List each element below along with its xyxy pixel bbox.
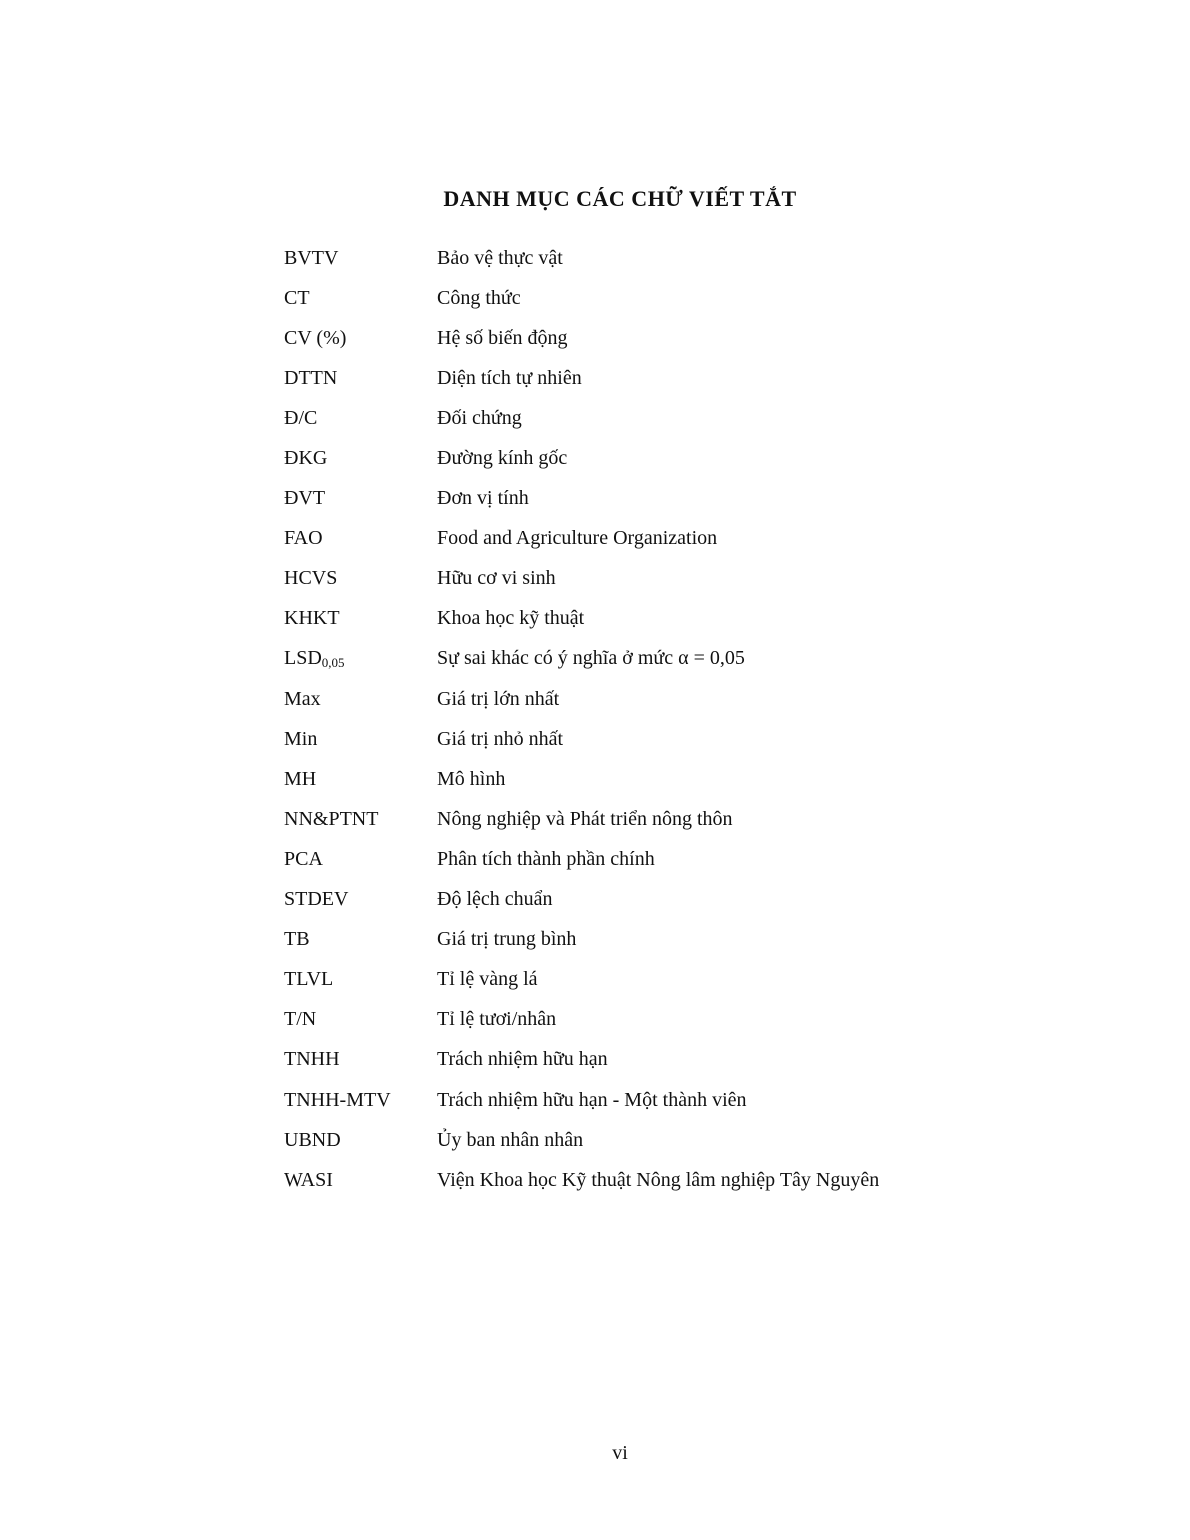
abbreviation-term: DTTN [284,366,338,389]
abbreviation-term: ĐVT [284,487,326,510]
abbreviation-definition: Mô hình [437,767,506,790]
abbreviation-row [284,398,1044,438]
abbreviation-row [284,839,1044,879]
abbreviation-definition: Giá trị trung bình [437,928,577,951]
abbreviation-row [284,318,1044,358]
abbreviation-term-subscript: 0,05 [321,654,345,670]
abbreviation-definition: Khoa học kỹ thuật [437,607,585,630]
abbreviation-row [284,519,1044,559]
abbreviation-definition: Diện tích tự nhiên [437,366,582,389]
abbreviation-definition: Food and Agriculture Organization [437,527,718,550]
abbreviation-term: CV (%) [284,326,347,349]
abbreviation-term: PCA [284,847,323,870]
abbreviation-definition: Đơn vị tính [437,487,529,510]
abbreviation-row [284,1000,1044,1040]
abbreviation-definition: Hệ số biến động [437,326,568,349]
abbreviation-definition: Sự sai khác có ý nghĩa ở mức α = 0,05 [437,647,745,670]
abbreviation-row [284,1080,1044,1120]
abbreviation-term: Max [284,687,321,710]
abbreviation-term: KHKT [284,607,340,630]
abbreviation-row [284,358,1044,398]
abbreviation-definition: Công thức [437,286,521,309]
abbreviation-row [284,1040,1044,1080]
abbreviation-row [284,639,1044,679]
abbreviation-term: MH [284,767,317,790]
abbreviation-term: HCVS [284,567,338,590]
page-title: DANH MỤC CÁC CHỮ VIẾT TẮT [443,186,797,211]
abbreviation-list [284,238,1044,1200]
abbreviation-row [284,960,1044,1000]
abbreviation-row [284,438,1044,478]
abbreviation-term [284,647,437,671]
abbreviation-definition: Đường kính gốc [437,447,568,470]
abbreviation-row [284,1120,1044,1160]
abbreviation-term: STDEV [284,888,349,911]
abbreviation-definition: Nông nghiệp và Phát triển nông thôn [437,807,733,830]
abbreviation-definition: Tỉ lệ tươi/nhân [437,1008,557,1031]
abbreviation-term: CT [284,286,310,309]
abbreviation-definition: Hữu cơ vi sinh [437,567,556,590]
abbreviation-row [284,880,1044,920]
abbreviation-term: NN&PTNT [284,807,379,830]
abbreviation-definition: Phân tích thành phần chính [437,847,655,870]
abbreviation-row [284,679,1044,719]
abbreviation-row [284,1160,1044,1200]
abbreviation-term: TNHH [284,1048,340,1071]
abbreviation-term: BVTV [284,246,339,269]
abbreviation-definition: Trách nhiệm hữu hạn [437,1048,608,1071]
abbreviation-term: TNHH-MTV [284,1088,391,1111]
abbreviation-definition: Bảo vệ thực vật [437,246,563,269]
page-number: vi [612,1442,628,1464]
abbreviation-definition: Viện Khoa học Kỹ thuật Nông lâm nghiệp Tây Nguyên [437,1168,880,1191]
abbreviation-term: TB [284,928,310,951]
abbreviation-row [284,920,1044,960]
abbreviation-definition: Ủy ban nhân nhân [437,1128,584,1151]
abbreviation-definition: Đối chứng [437,406,522,429]
abbreviation-term: TLVL [284,968,334,991]
abbreviation-definition: Độ lệch chuẩn [437,888,553,911]
abbreviation-definition: Giá trị lớn nhất [437,687,560,710]
abbreviation-row [284,559,1044,599]
abbreviation-term: Đ/C [284,406,318,429]
abbreviation-row [284,238,1044,278]
abbreviation-row [284,759,1044,799]
abbreviation-definition: Giá trị nhỏ nhất [437,727,564,750]
abbreviation-term: UBND [284,1128,341,1151]
abbreviation-term: FAO [284,527,323,550]
abbreviation-row [284,719,1044,759]
abbreviation-row [284,599,1044,639]
abbreviation-definition: Tỉ lệ vàng lá [437,968,538,991]
abbreviation-row [284,479,1044,519]
abbreviation-row [284,278,1044,318]
abbreviation-term: ĐKG [284,447,328,470]
abbreviation-term: T/N [284,1008,317,1031]
abbreviation-row [284,799,1044,839]
abbreviation-term: WASI [284,1168,333,1191]
abbreviation-term-base: LSD [284,646,322,669]
abbreviation-definition: Trách nhiệm hữu hạn - Một thành viên [437,1088,747,1111]
abbreviation-term: Min [284,727,318,750]
